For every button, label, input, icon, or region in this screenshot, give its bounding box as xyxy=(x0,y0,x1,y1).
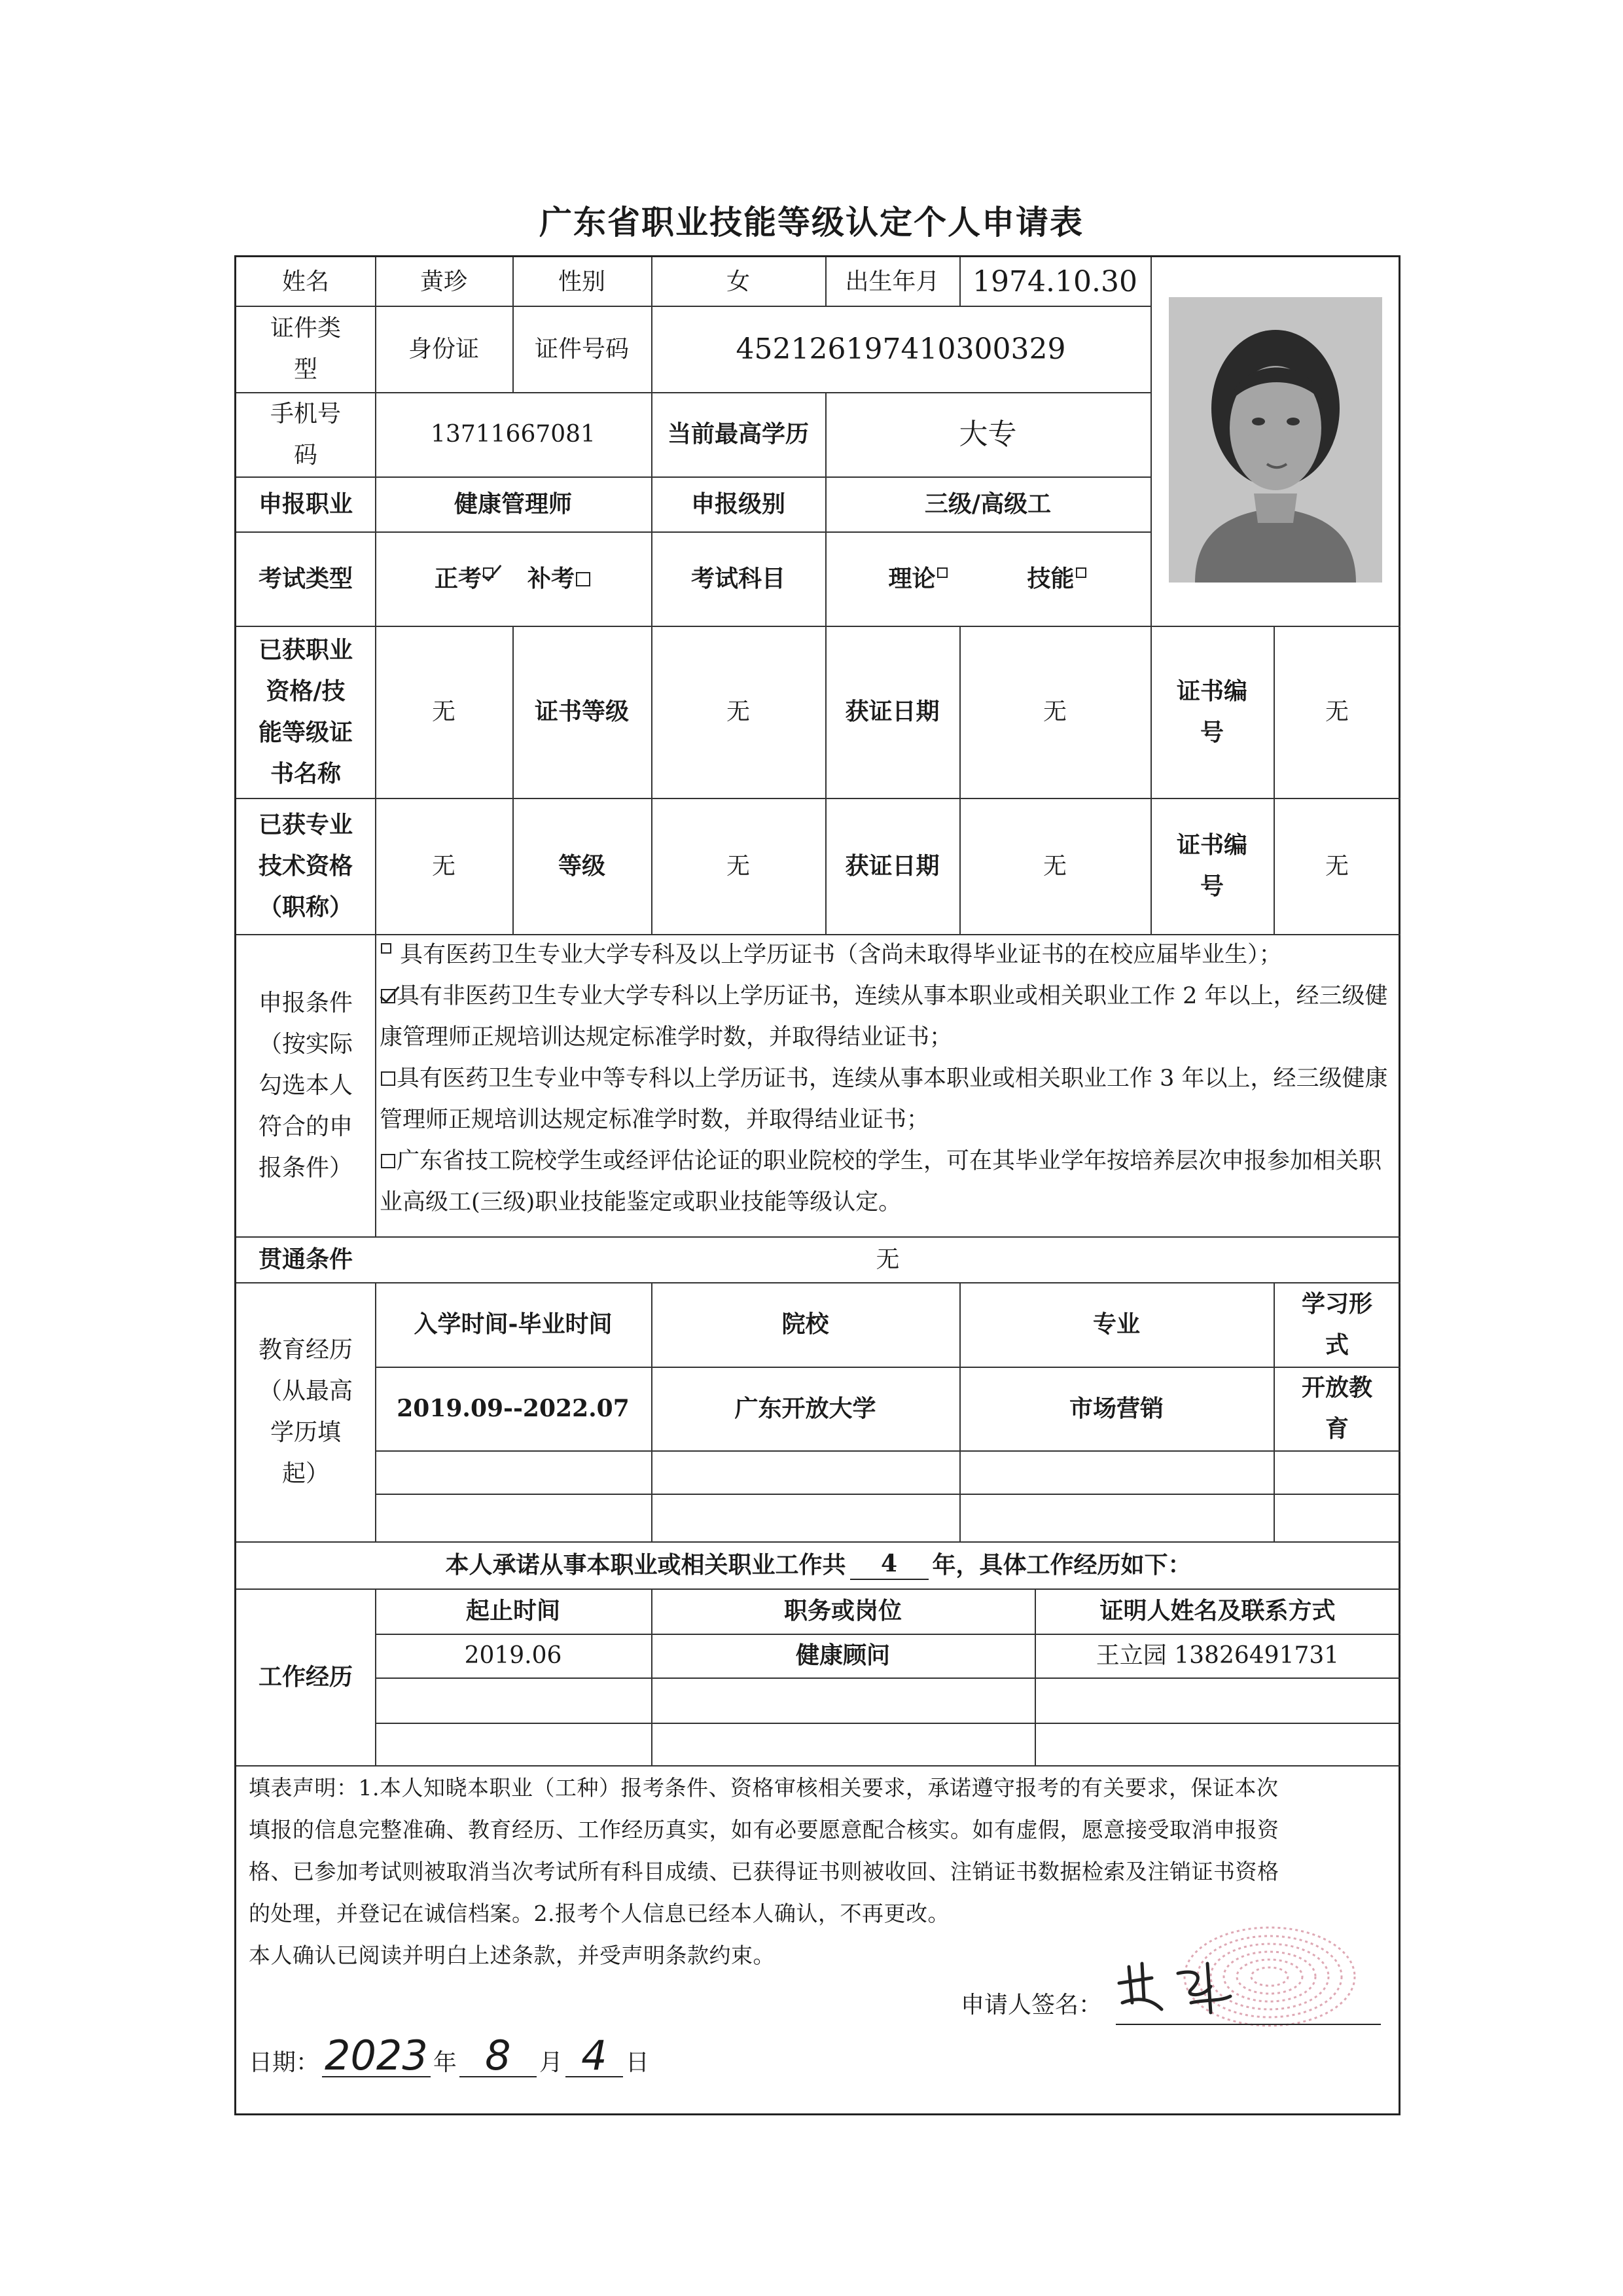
job-value: 健康管理师 xyxy=(454,490,572,518)
conditions-sublabel: （按实际 勾选本人 符合的申 报条件） xyxy=(258,1030,353,1181)
condition-item[interactable]: 具有医药卫生专业大学专科及以上学历证书（含尚未取得毕业证书的在校应届毕业生）； xyxy=(380,935,1398,976)
tech-value: 无 xyxy=(431,852,455,880)
applicant-signature xyxy=(1113,1937,1243,2022)
tech-number-value: 无 xyxy=(1325,852,1349,880)
commitment-suffix: 年，具体工作经历如下： xyxy=(932,1551,1192,1579)
level-label: 申报级别 xyxy=(690,490,785,518)
work-header-period: 起止时间 xyxy=(465,1597,560,1624)
signature-label: 申请人签名： xyxy=(961,1992,1103,2018)
through-label: 贯通条件 xyxy=(258,1245,353,1273)
edu-row-mode: 开放教 育 xyxy=(1301,1374,1372,1443)
name-label: 姓名 xyxy=(281,268,329,295)
cert-number-label: 证书编 号 xyxy=(1176,677,1247,746)
cert-date-value: 无 xyxy=(1043,698,1067,725)
gender-value: 女 xyxy=(726,268,750,295)
commitment-line xyxy=(236,1541,1400,1588)
name-value: 黄珍 xyxy=(419,268,467,295)
declaration-line: 格、已参加考试则被取消当次考试所有科目成绩、已获得证书则被收回、注销证书数据检索及注销证书资格 xyxy=(249,1859,1279,1884)
exam-type-label: 考试类型 xyxy=(258,564,353,592)
work-row-position: 健康顾问 xyxy=(795,1641,890,1669)
declaration-line: 填表声明：1.本人知晓本职业（工种）报考条件、资格审核相关要求，承诺遵守报考的有关要求，保证本次 xyxy=(249,1775,1279,1801)
date-month-unit: 月 xyxy=(539,2049,563,2076)
date-row xyxy=(249,2032,649,2079)
skill-option[interactable]: 技能 xyxy=(1027,558,1088,600)
date-year: 2023 xyxy=(322,2036,431,2077)
date-day-unit: 日 xyxy=(625,2049,649,2076)
tech-grade-label: 等级 xyxy=(558,852,605,880)
phone-label: 手机号 码 xyxy=(270,400,341,469)
work-history-label: 工作经历 xyxy=(258,1662,353,1691)
work-row-reference: 王立园 13826491731 xyxy=(1096,1642,1340,1669)
cert-grade-value: 无 xyxy=(726,698,750,725)
condition-4-checkbox[interactable] xyxy=(381,1154,395,1168)
work-header-reference: 证明人姓名及联系方式 xyxy=(1099,1597,1336,1624)
edu-row-major: 市场营销 xyxy=(1069,1394,1164,1422)
edu-header-major: 专业 xyxy=(1092,1310,1140,1338)
cert-date-label: 获证日期 xyxy=(845,698,940,725)
declaration-line: 的处理，并登记在诚信档案。2.报考个人信息已经本人确认，不再更改。 xyxy=(249,1901,950,1926)
edu-row-school: 广东开放大学 xyxy=(734,1394,876,1422)
phone-value: 13711667081 xyxy=(431,421,596,448)
edu-header-mode: 学习形 式 xyxy=(1301,1289,1372,1359)
edu-row-period: 2019.09--2022.07 xyxy=(397,1394,630,1422)
exam-subject-label: 考试科目 xyxy=(690,564,785,592)
id-type-label: 证件类 型 xyxy=(270,315,341,383)
commitment-prefix: 本人承诺从事本职业或相关职业工作共 xyxy=(445,1551,846,1579)
applicant-photo xyxy=(1169,297,1382,583)
portrait-image xyxy=(1169,297,1382,583)
condition-item[interactable]: 具有医药卫生专业中等专科以上学历证书，连续从事本职业或相关职业工作 3 年以上，经三级健康管理师正规培训达规定标准学时数，并取得结业证书； xyxy=(380,1066,1388,1133)
declaration-line: 本人确认已阅读并明白上述条款，并受声明条款约束。 xyxy=(249,1943,775,1968)
condition-1-checkbox[interactable] xyxy=(381,943,391,954)
birth-value: 1974.10.30 xyxy=(972,264,1137,298)
education-value: 大专 xyxy=(959,418,1017,451)
condition-item[interactable]: 广东省技工院校学生或经评估论证的职业院校的学生，可在其毕业学年按培养层次申报参加相关职业高级工(三级)职业技能鉴定或职业技能等级认定。 xyxy=(380,1148,1382,1215)
level-value: 三级/高级工 xyxy=(924,490,1052,518)
conditions-list xyxy=(380,935,1398,1223)
date-year-unit: 年 xyxy=(433,2049,457,2076)
tech-number-label: 证书编 号 xyxy=(1176,831,1247,900)
cert-value: 无 xyxy=(431,698,455,725)
tech-label: 已获专业 技术资格 （职称） xyxy=(258,810,353,921)
cert-label: 已获职业 资格/技 能等级证 书名称 xyxy=(258,636,353,787)
condition-item[interactable]: 具有非医药卫生专业大学专科以上学历证书，连续从事本职业或相关职业工作 2 年以上，经三级健康管理师正规培训达规定标准学时数，并取得结业证书； xyxy=(380,983,1388,1050)
date-day: 4 xyxy=(565,2036,623,2077)
makeup-exam-option[interactable]: 补考 xyxy=(527,558,592,600)
tech-grade-value: 无 xyxy=(726,852,750,880)
gender-label: 性别 xyxy=(558,268,605,295)
regular-exam-option[interactable]: 正考 xyxy=(435,558,495,600)
education-history-label-cell xyxy=(236,1282,375,1541)
skill-checkbox[interactable] xyxy=(1076,567,1086,578)
declaration-line: 填报的信息完整准确、教育经历、工作经历真实，如有必要愿意配合核实。如有虚假，愿意接受取消申报资 xyxy=(249,1817,1279,1842)
regular-exam-checkbox[interactable] xyxy=(483,567,493,578)
id-number-value: 452126197410300329 xyxy=(736,332,1066,366)
theory-option[interactable]: 理论 xyxy=(888,558,948,600)
exam-subject-options xyxy=(825,531,1150,626)
edu-header-period: 入学时间-毕业时间 xyxy=(414,1310,613,1338)
through-value: 无 xyxy=(876,1246,900,1273)
condition-2-checkbox[interactable] xyxy=(381,989,395,1003)
work-header-position: 职务或岗位 xyxy=(783,1597,902,1624)
tech-date-value: 无 xyxy=(1043,852,1067,880)
education-label: 当前最高学历 xyxy=(667,420,809,448)
cert-number-value: 无 xyxy=(1325,698,1349,725)
id-number-label: 证件号码 xyxy=(534,335,629,363)
id-type-value: 身份证 xyxy=(408,335,479,363)
birth-label: 出生年月 xyxy=(845,268,940,295)
theory-checkbox[interactable] xyxy=(937,567,948,578)
commitment-years: 4 xyxy=(850,1550,929,1579)
condition-3-checkbox[interactable] xyxy=(381,1071,395,1086)
form-title: 广东省职业技能等级认定个人申请表 xyxy=(539,203,1084,242)
date-month: 8 xyxy=(459,2036,537,2077)
date-label: 日期： xyxy=(249,2049,320,2076)
conditions-label-cell xyxy=(236,934,375,1236)
conditions-label: 申报条件 xyxy=(258,989,353,1016)
tech-date-label: 获证日期 xyxy=(845,852,940,880)
signature-line xyxy=(1116,2024,1381,2025)
job-label: 申报职业 xyxy=(258,490,353,518)
cert-grade-label: 证书等级 xyxy=(534,698,629,725)
education-history-label: 教育经历 xyxy=(258,1336,353,1363)
education-history-sublabel: （从最高 学历填 起） xyxy=(258,1378,353,1487)
makeup-exam-checkbox[interactable] xyxy=(576,572,590,586)
exam-type-options xyxy=(375,531,651,626)
work-row-period: 2019.06 xyxy=(464,1642,562,1669)
edu-header-school: 院校 xyxy=(781,1310,829,1338)
